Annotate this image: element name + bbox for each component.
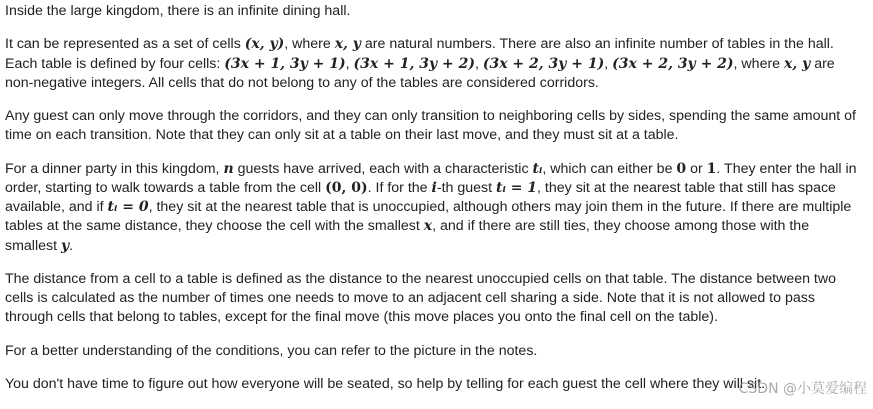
paragraph-task xyxy=(5,375,865,394)
math-expression: (3x + 2, 3y + 1) xyxy=(482,55,605,72)
text-run: , they sit at the nearest table that still has space available, and if xyxy=(5,179,836,216)
math-expression: n xyxy=(223,160,234,177)
math-expression: x, y xyxy=(334,36,361,53)
text-run: The distance from a cell to a table is defined as the distance to the nearest unoccupied cells on that table. The distance between two cells is calculated as the number of times one needs to move to an adjacent cell sharing a side. Note that it is not allowed to pass through cells that belong to tables, except for the final move (this move places you onto the final cell on the table). xyxy=(5,270,837,326)
paragraph-notes-ref xyxy=(5,342,865,361)
text-run: or xyxy=(686,160,707,177)
math-expression: x xyxy=(423,218,433,235)
text-run: . They enter the hall in order, starting to walk towards a table from the cell xyxy=(5,160,857,196)
text-run: Inside the large kingdom, there is an infinite dining hall. xyxy=(5,3,351,19)
paragraph-movement xyxy=(5,107,865,145)
paragraph-distance xyxy=(5,270,865,328)
paragraph-seating xyxy=(5,160,865,256)
text-run: You don't have time to figure out how everyone will be seated, so help by telling for each guest the cell where they will sit. xyxy=(5,376,766,393)
math-expression: (3x + 1, 3y + 2) xyxy=(353,55,475,72)
text-run: It can be represented as a set of cells xyxy=(5,36,245,53)
text-run: are natural numbers. There are also an infinite number of tables in the hall. Each table is defined by four cells: xyxy=(5,36,834,72)
math-expression: y xyxy=(60,237,70,254)
text-run: For a better understanding of the conditions, you can refer to the picture in the notes. xyxy=(5,342,538,359)
problem-statement xyxy=(5,2,865,409)
text-run: are non-negative integers. All cells that do not belong to any of the tables are considered corridors. xyxy=(5,55,835,91)
paragraph-intro xyxy=(5,2,865,21)
math-constant: 1 xyxy=(706,160,717,177)
math-expression: x, y xyxy=(784,55,811,72)
math-constant: 0 xyxy=(676,160,687,177)
math-expression: tᵢ = 1 xyxy=(496,179,538,196)
math-expression: (3x + 1, 3y + 1) xyxy=(224,55,346,72)
text-run: , xyxy=(604,55,613,72)
text-run: guests have arrived, each with a characteristic xyxy=(233,160,533,177)
text-run: , they sit at the nearest table that is unoccupied, although others may join them in the future. If there are multiple tables at the same distance, they choose the cell with the smallest xyxy=(5,199,852,235)
text-run: For a dinner party in this kingdom, xyxy=(5,160,224,177)
text-run: , where xyxy=(284,36,335,53)
text-run: , and if there are still ties, they choose among those with the smallest xyxy=(5,218,810,254)
math-expression: tᵢ = 0 xyxy=(107,199,149,216)
text-run: , xyxy=(345,55,354,72)
paragraph-representation xyxy=(5,35,865,93)
text-run: , xyxy=(474,55,483,72)
text-run: . If for the xyxy=(367,179,432,196)
math-constant: (0, 0) xyxy=(325,179,368,196)
text-run: . xyxy=(69,237,74,254)
math-expression: (x, y) xyxy=(244,36,285,53)
watermark: CSDN @小莫爱编程 xyxy=(738,380,867,397)
text-run: Any guest can only move through the corridors, and they can only transition to neighboring cells by sides, spending the same amount of time on each transition. Note that they can only sit at a table on their last move, and they must sit at a table. xyxy=(5,108,856,144)
text-run: , which can either be xyxy=(542,160,677,177)
math-expression: tᵢ xyxy=(532,160,543,177)
math-expression: i xyxy=(431,179,437,196)
text-run: -th guest xyxy=(436,179,496,196)
text-run: , where xyxy=(733,55,785,72)
math-expression: (3x + 2, 3y + 2) xyxy=(612,55,734,72)
